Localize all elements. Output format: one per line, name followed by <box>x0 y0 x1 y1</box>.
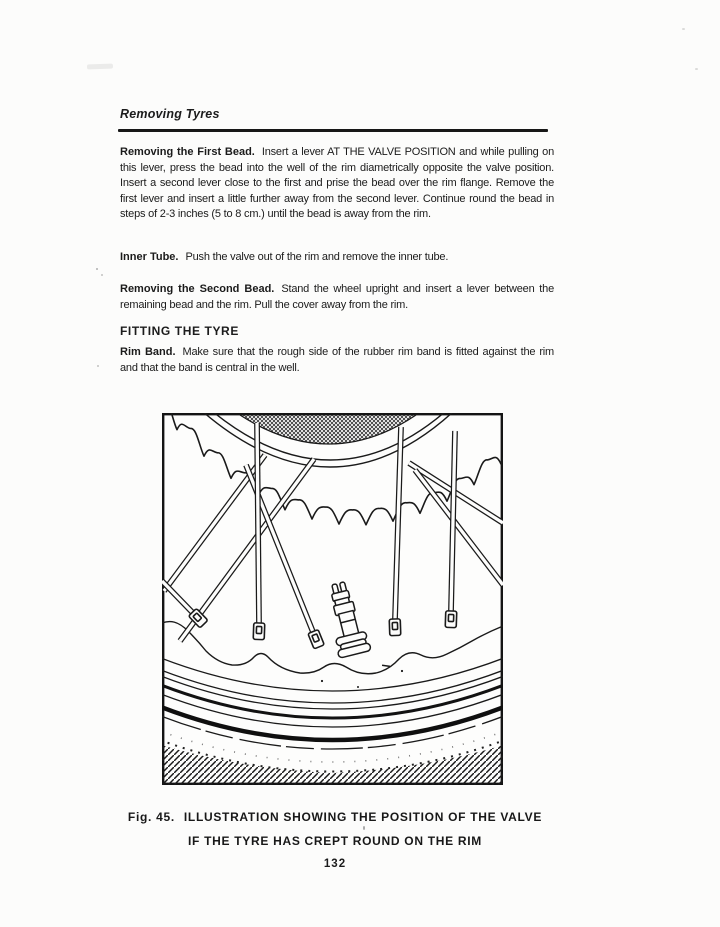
paragraph-text: Stand the wheel upright and insert a lever between the remaining bead and the rim. Pull the cover away from the rim. <box>120 283 554 311</box>
figure-45-illustration <box>162 413 503 785</box>
scan-speck <box>101 274 103 276</box>
figure-label: Fig. 45. <box>127 810 175 824</box>
running-head-rule <box>118 129 548 132</box>
nipple <box>389 619 401 636</box>
section-heading-fitting-the-tyre: FITTING THE TYRE <box>120 324 239 338</box>
scan-smudge <box>87 64 113 70</box>
paragraph-lead: Inner Tube. <box>120 251 179 263</box>
paragraph-inner-tube <box>120 250 554 266</box>
spoke-left-vertical <box>257 423 259 623</box>
scan-speck <box>97 365 99 367</box>
paragraph-lead: Removing the First Bead. <box>120 146 255 158</box>
scan-speck <box>682 28 685 30</box>
scan-speck <box>96 268 98 270</box>
paragraph-text: Push the valve out of the rim and remove the inner tube. <box>185 251 449 263</box>
figure-caption-line2: IF THE TYRE HAS CREPT ROUND ON THE RIM <box>188 834 482 848</box>
paragraph-text: Make sure that the rough side of the rubber rim band is fitted against the rim and that the band is central in the well. <box>120 346 554 374</box>
paragraph-lead: Removing the Second Bead. <box>120 283 275 295</box>
paragraph-text: Insert a lever AT THE VALVE POSITION and while pulling on this lever, press the bead into the well of the rim diametrically opposite the valve position. Insert a second lever close to the first and prise the bead over the rim flange. Remove the first lever and insert a little further away from the second lever. Continue round the bead in steps of 2-3 inches (5 to 8 cm.) until the bead is away from the rim. <box>120 146 554 220</box>
nipple <box>445 611 457 628</box>
scan-speck <box>363 826 365 830</box>
figure-45 <box>162 413 503 785</box>
page-number: 132 <box>323 858 347 870</box>
figure-caption-line1: ILLUSTRATION SHOWING THE POSITION OF THE VALVE <box>183 810 543 824</box>
figure-caption <box>118 807 552 852</box>
paragraph-removing-first-bead <box>120 145 554 223</box>
scan-speck <box>695 68 698 70</box>
running-head: Removing Tyres <box>120 107 220 121</box>
paragraph-removing-second-bead <box>120 282 554 313</box>
paragraph-rim-band <box>120 345 554 376</box>
nipple <box>253 623 265 640</box>
paragraph-lead: Rim Band. <box>120 346 176 358</box>
spoke-right-vertical-2 <box>451 431 455 611</box>
